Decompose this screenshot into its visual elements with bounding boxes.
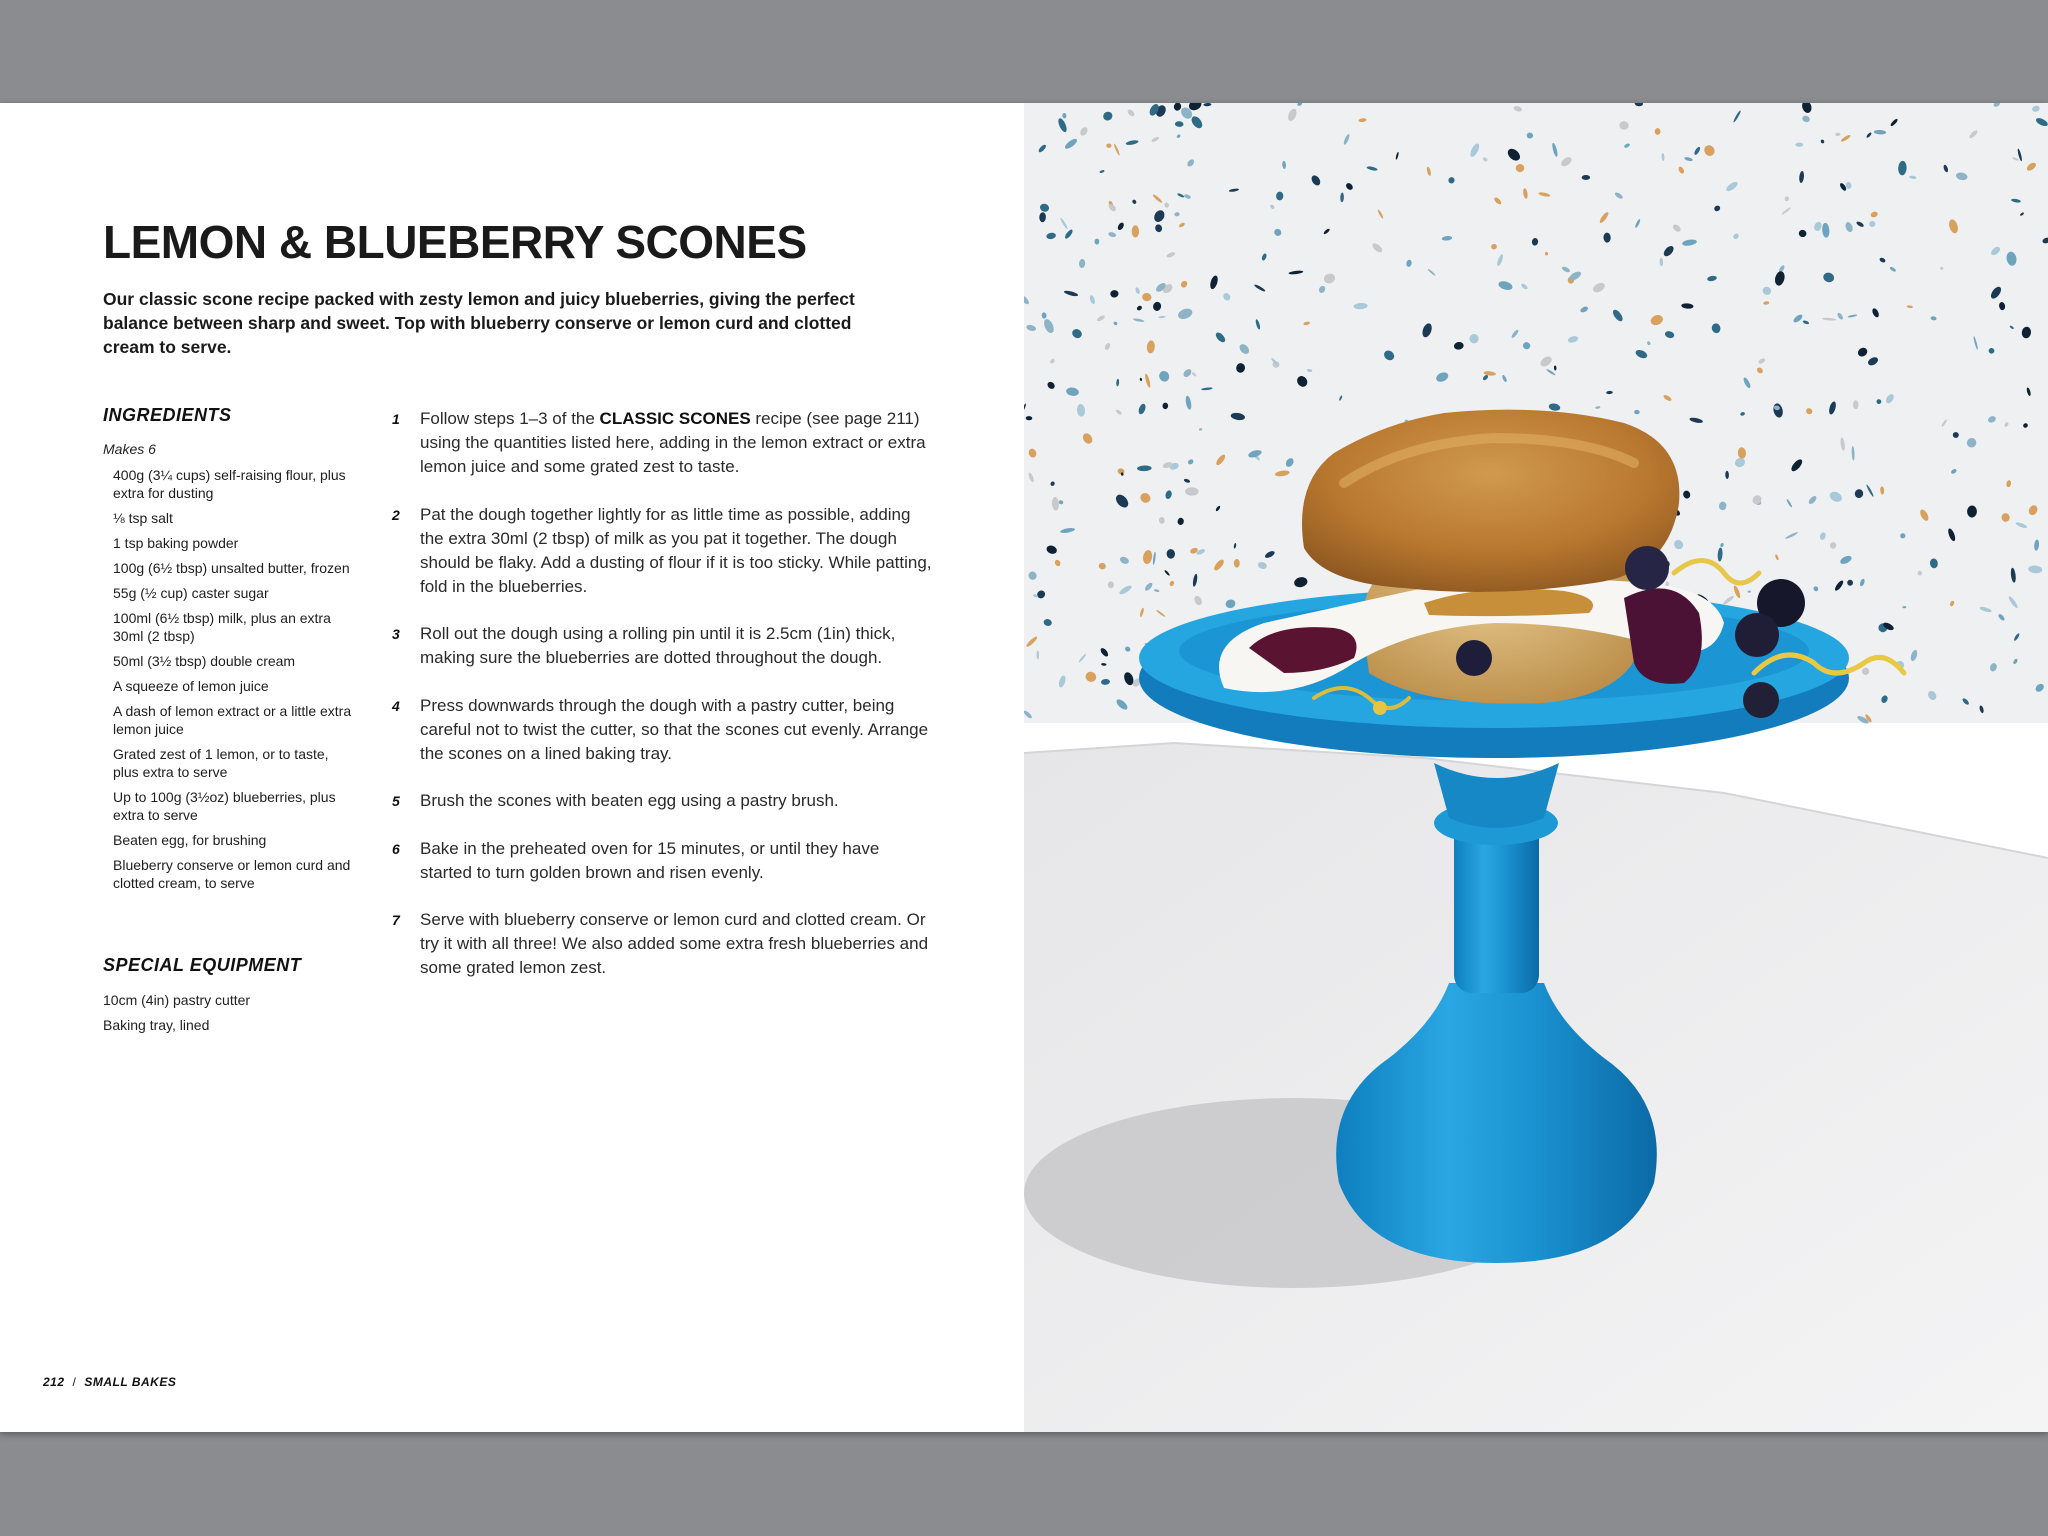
ingredient-item: Blueberry conserve or lemon curd and clotted cream, to serve: [113, 857, 351, 891]
step-number: 3: [392, 626, 400, 642]
method-step: [392, 694, 932, 766]
method-step: [392, 407, 932, 479]
ingredient-item: 55g (½ cup) caster sugar: [113, 585, 269, 601]
blueberry: [1743, 682, 1779, 718]
page-footer: [43, 1375, 176, 1389]
blueberry: [1456, 640, 1492, 676]
recipe-title: LEMON & BLUEBERRY SCONES: [103, 216, 807, 268]
ingredient-item: Beaten egg, for brushing: [113, 832, 267, 848]
step-text: Bake in the preheated oven for 15 minutes, or until they have started to turn golden brown and risen evenly.: [420, 838, 880, 882]
step-text: Serve with blueberry conserve or lemon curd and clotted cream. Or try it with all three! We also added some extra fresh blueberries and some grated lemon zest.: [420, 910, 929, 977]
ingredients-list: [113, 466, 353, 899]
terrazzo-chip: [1185, 487, 1199, 495]
equipment-list: [103, 991, 250, 1041]
blueberry: [1735, 613, 1779, 657]
yield-text: Makes 6: [103, 441, 156, 457]
terrazzo-chip: [1132, 225, 1139, 237]
equipment-heading: SPECIAL EQUIPMENT: [103, 955, 302, 975]
step-number: 4: [392, 697, 400, 714]
terrazzo-chip: [1853, 400, 1858, 409]
step-text: Roll out the dough using a rolling pin until it is 2.5cm (1in) thick, making sure the blueberries are dotted throughout the dough.: [420, 624, 896, 667]
terrazzo-chip: [1582, 175, 1590, 180]
left-page: [0, 103, 1024, 1432]
ingredient-item: Grated zest of 1 lemon, or to taste, plus extra to serve: [113, 746, 329, 780]
method-step: [392, 837, 932, 885]
terrazzo-chip: [1108, 581, 1114, 588]
step-number: 1: [392, 411, 400, 427]
method-step: [392, 908, 932, 980]
step-number: 7: [392, 912, 400, 928]
step-number: 2: [392, 506, 400, 523]
ingredient-item: A dash of lemon extract or a little extra lemon juice: [113, 703, 352, 737]
ingredients-heading: INGREDIENTS: [103, 405, 232, 425]
ingredient-item: 100g (6½ tbsp) unsalted butter, frozen: [113, 560, 350, 576]
terrazzo-chip: [1655, 128, 1661, 135]
ingredient-item: A squeeze of lemon juice: [113, 678, 269, 694]
right-page: [1024, 103, 2048, 1432]
step-text: Brush the scones with beaten egg using a pastry brush.: [420, 791, 839, 810]
book-spread: [0, 103, 2048, 1432]
footer-separator: /: [72, 1375, 77, 1389]
blueberry: [1625, 546, 1669, 590]
recipe-intro: Our classic scone recipe packed with zesty lemon and juicy blueberries, giving the perfect balance between sharp and sweet. Top with blueberry conserve or lemon curd and clotted cream to serve.: [103, 289, 855, 357]
recipe-reference: CLASSIC SCONES: [599, 409, 751, 428]
equipment-item: Baking tray, lined: [103, 1017, 210, 1033]
ingredient-item: 400g (3¼ cups) self-raising flour, plus extra for dusting: [113, 467, 346, 501]
ingredient-item: 100ml (6½ tbsp) milk, plus an extra 30ml (2 tbsp): [113, 610, 331, 644]
lemon-zest: [1373, 701, 1387, 715]
method-step: [392, 503, 932, 599]
method-step: [392, 622, 932, 670]
method-steps: [392, 407, 932, 1004]
page-number: 212: [43, 1375, 65, 1389]
ingredient-item: 1 tsp baking powder: [113, 535, 239, 551]
terrazzo-chip: [1795, 143, 1803, 147]
step-text: Pat the dough together lightly for as little time as possible, adding the extra 30ml (2 tbsp) of milk as you pat it together. The dough should be flaky. Add a dusting of flour if it is too sticky. While patting, fold in the blueberries.: [420, 504, 932, 596]
ingredient-item: Up to 100g (3½oz) blueberries, plus extra to serve: [113, 789, 336, 823]
step-text: Follow steps 1–3 of the CLASSIC SCONES recipe (see page 211) using the quantities listed here, adding in the lemon extract or extra lemon juice and some grated zest to taste.: [420, 409, 926, 476]
step-text: Press downwards through the dough with a pastry cutter, being careful not to twist the cutter, so that the scones cut evenly. Arrange the scones on a lined baking tray.: [420, 695, 929, 763]
ingredient-item: 50ml (3½ tbsp) double cream: [113, 653, 296, 669]
step-number: 5: [392, 793, 400, 809]
ingredient-item: ⅛ tsp salt: [113, 510, 173, 526]
step-number: 6: [392, 840, 400, 857]
section-name: SMALL BAKES: [84, 1375, 177, 1389]
equipment-item: 10cm (4in) pastry cutter: [103, 992, 251, 1008]
scone-photo: [1024, 103, 2048, 1432]
method-step: [392, 789, 932, 813]
